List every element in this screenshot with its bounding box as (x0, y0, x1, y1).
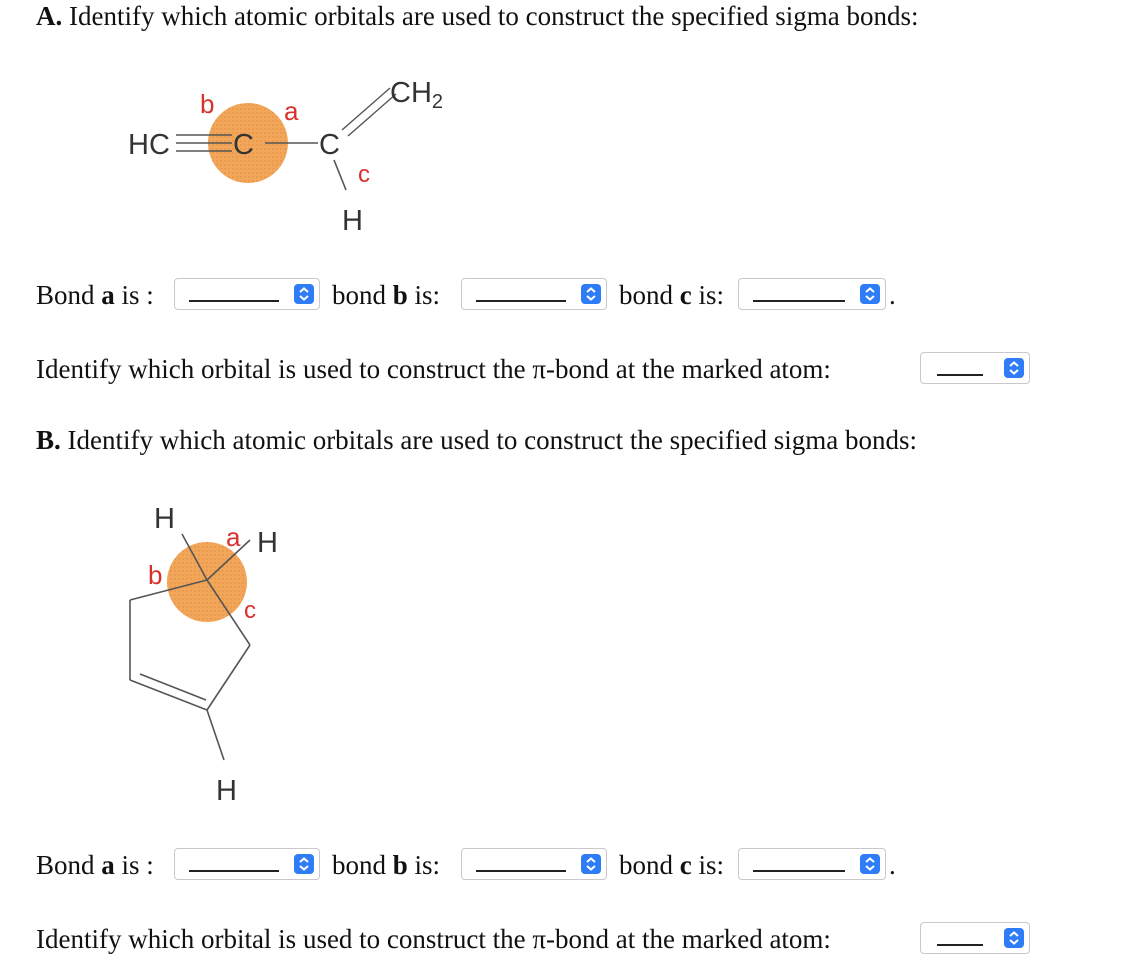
bond-a-select[interactable] (174, 848, 320, 880)
bond-b-label: bond b is: (332, 850, 441, 880)
pi-orbital-select-b[interactable] (920, 922, 1030, 954)
atom-c1: C (233, 129, 254, 161)
end-period: . (889, 850, 896, 880)
section-b-heading: B. Identify which atomic orbitals are used to construct the specified sigma bonds: (36, 425, 918, 455)
up-down-chevron-icon (1004, 928, 1024, 948)
up-down-chevron-icon (1004, 358, 1024, 378)
up-down-chevron-icon (860, 284, 880, 304)
label-b: b (200, 89, 215, 119)
bond-c-label: bond c is: (619, 280, 724, 310)
bond-c-select[interactable] (738, 848, 886, 880)
atom-h: H (342, 205, 363, 237)
section-b-bonds-row (36, 848, 1036, 884)
end-period: . (889, 280, 896, 310)
section-a-heading: A. Identify which atomic orbitals are used to construct the specified sigma bonds: (36, 1, 919, 31)
up-down-chevron-icon (294, 854, 314, 874)
bond-c-label: bond c is: (619, 850, 724, 880)
molecule-a (120, 60, 480, 240)
pi-question-a: Identify which orbital is used to construct the π-bond at the marked atom: (36, 354, 831, 384)
label-a: a (284, 96, 299, 126)
section-a-bonds-row (36, 278, 1036, 314)
up-down-chevron-icon (581, 854, 601, 874)
bond-b-label: bond b is: (332, 280, 441, 310)
bond-b-select[interactable] (461, 278, 607, 310)
label-b: b (148, 560, 163, 590)
bond-a-label: Bond a is : (36, 850, 154, 880)
section-a-pi-row (36, 352, 1046, 388)
up-down-chevron-icon (294, 284, 314, 304)
bond-a-select[interactable] (174, 278, 320, 310)
section-b-pi-row (36, 922, 1046, 958)
molecule-b (110, 490, 330, 810)
label-c: c (358, 161, 370, 188)
up-down-chevron-icon (860, 854, 880, 874)
bond-c-select[interactable] (738, 278, 886, 310)
label-c: c (244, 597, 256, 624)
atom-h-right: H (257, 527, 278, 559)
atom-c2: C (319, 129, 340, 161)
atom-hc: HC (128, 129, 170, 161)
pi-question-b: Identify which orbital is used to construct the π-bond at the marked atom: (36, 924, 831, 954)
pi-orbital-select-a[interactable] (920, 352, 1030, 384)
atom-ch2: $CH_2$ (390, 77, 444, 113)
up-down-chevron-icon (581, 284, 601, 304)
bond-b-select[interactable] (461, 848, 607, 880)
atom-h-top: H (154, 503, 175, 535)
label-a: a (226, 522, 241, 552)
atom-h-bottom: H (216, 775, 237, 807)
bond-a-label: Bond a is : (36, 280, 154, 310)
